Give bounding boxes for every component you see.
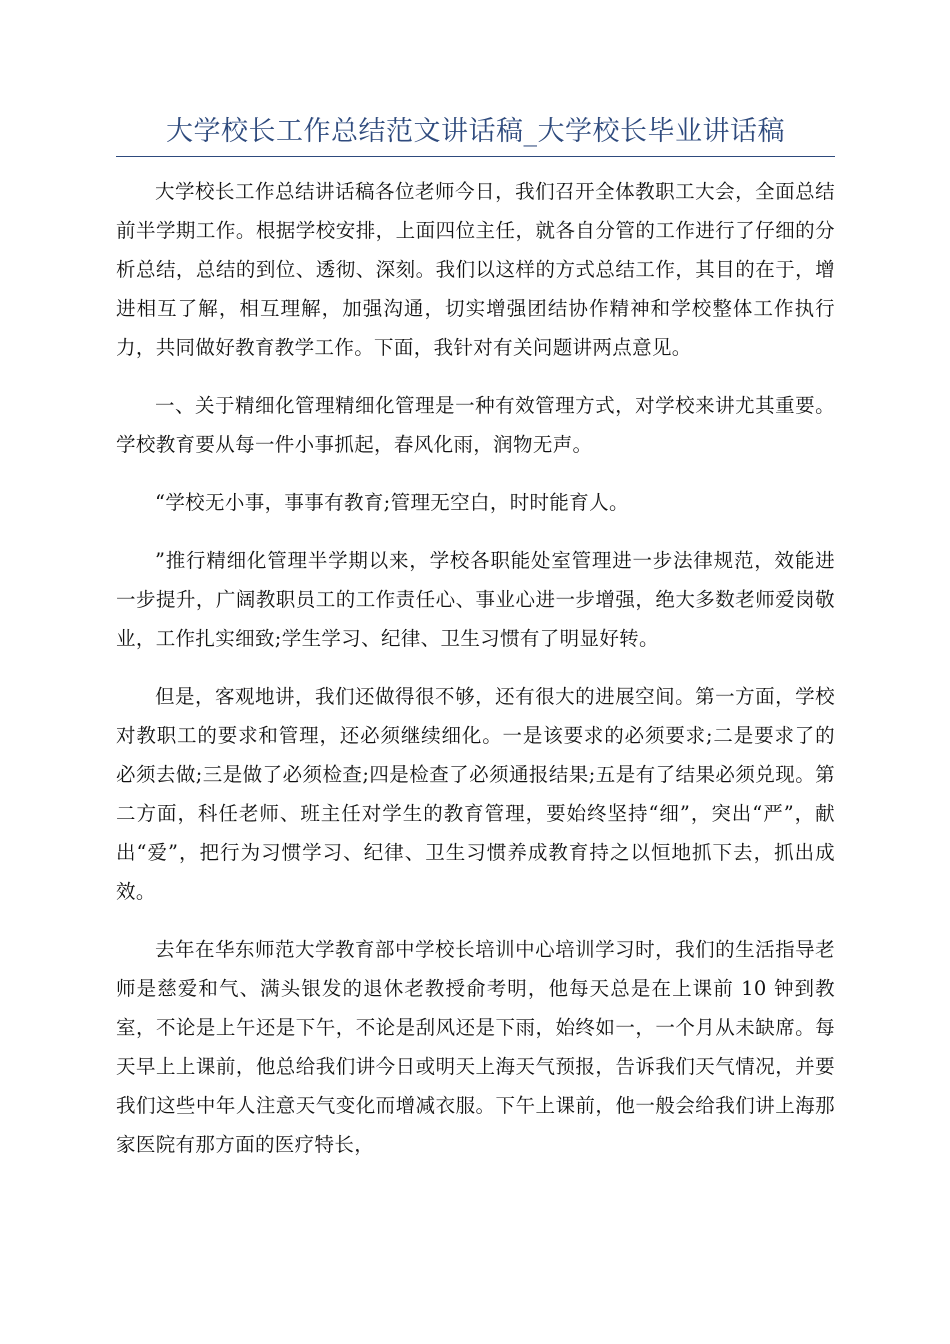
paragraph-2: 一、关于精细化管理精细化管理是一种有效管理方式，对学校来讲尤其重要。学校教育要从每一件小事抓起，春风化雨，润物无声。 [116, 394, 835, 456]
document-body [116, 172, 835, 1183]
paragraph-6: 去年在华东师范大学教育部中学校长培训中心培训学习时，我们的生活指导老师是慈爱和气、满头银发的退休老教授俞考明，他每天总是在上课前 10 钟到教室，不论是上午还是下午，不论是刮风还是下雨，始终如一，一个月从未缺席。每天早上上课前，他总给我们讲今日或明天上海天气预报，告诉我们天气情况，并要我们这些中年人注意天气变化而增减衣服。下午上课前，他一般会给我们讲上海那家医院有那方面的医疗特长， [116, 938, 835, 1156]
title-block [116, 112, 835, 157]
paragraph-3: “学校无小事，事事有教育;管理无空白，时时能育人。 [155, 491, 629, 514]
document-title: 大学校长工作总结范文讲话稿_大学校长毕业讲话稿 [166, 116, 785, 147]
paragraph-4: ”推行精细化管理半学期以来，学校各职能处室管理进一步法律规范，效能进一步提升，广阔教职员工的工作责任心、事业心进一步增强，绝大多数老师爱岗敬业，工作扎实细致;学生学习、纪律、卫生习惯有了明显好转。 [116, 549, 835, 650]
paragraph-5: 但是，客观地讲，我们还做得很不够，还有很大的进展空间。第一方面，学校对教职工的要求和管理，还必须继续细化。一是该要求的必须要求;二是要求了的必须去做;三是做了必须检查;四是检查了必须通报结果;五是有了结果必须兑现。第二方面，科任老师、班主任对学生的教育管理，要始终坚持“细”，突出“严”，献出“爱”，把行为习惯学习、纪律、卫生习惯养成教育持之以恒地抓下去，抓出成效。 [116, 685, 835, 903]
paragraph-1: 大学校长工作总结讲话稿各位老师今日，我们召开全体教职工大会，全面总结前半学期工作。根据学校安排，上面四位主任，就各自分管的工作进行了仔细的分析总结，总结的到位、透彻、深刻。我们以这样的方式总结工作，其目的在于，增进相互了解，相互理解，加强沟通，切实增强团结协作精神和学校整体工作执行力，共同做好教育教学工作。下面，我针对有关问题讲两点意见。 [116, 180, 835, 359]
